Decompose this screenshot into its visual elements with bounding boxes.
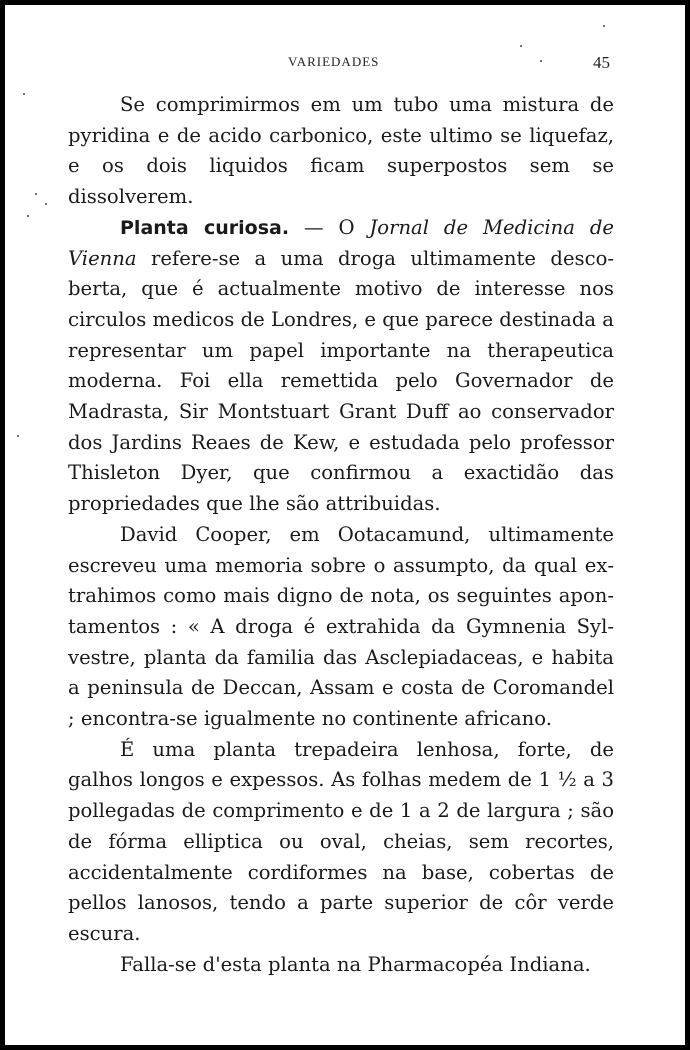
title-dash: — O bbox=[289, 215, 370, 239]
paragraph-description bbox=[68, 735, 614, 950]
journal-name: Jornal de Medicina de Vienna bbox=[68, 215, 614, 270]
body-text bbox=[68, 90, 614, 980]
running-head: VARIEDADES bbox=[288, 54, 380, 69]
scan-speck bbox=[540, 60, 542, 62]
paragraph-planta-curiosa bbox=[68, 213, 614, 520]
page-number: 45 bbox=[593, 53, 610, 72]
scan-speck bbox=[17, 435, 19, 437]
scan-speck bbox=[27, 215, 29, 217]
paragraph-david-cooper bbox=[68, 520, 614, 735]
paragraph-text: Se comprimirmos em um tubo uma mistura de pyridina e de acido carbonico, este ultimo se liquefaz, e os dois liquidos ficam superpostos sem se dissolverem. bbox=[68, 93, 614, 209]
paragraph-text: David Cooper, em Ootacamund, ultimamente escreveu uma memoria sobre o assumpto, da qual extrahimos como mais digno de nota, os seguintes apontamentos : « A droga é extrahida da Gymnenia Sylvestre, planta da familia das Asclepiadaceas, e habita a peninsula de Deccan, Assam e costa de Coromandel ; encontra-se igualmente no continente africano. bbox=[68, 522, 614, 731]
scan-speck bbox=[35, 193, 37, 195]
scan-speck bbox=[45, 203, 47, 205]
section-title: Planta curiosa. bbox=[120, 216, 290, 239]
page-header bbox=[5, 54, 685, 74]
paragraph-text: Falla-se d'esta planta na Pharmacopéa Indiana. bbox=[120, 952, 591, 976]
scan-speck bbox=[603, 25, 605, 27]
scan-speck bbox=[520, 45, 522, 47]
paragraph-pharmacopea bbox=[68, 950, 614, 981]
scan-speck bbox=[23, 93, 25, 95]
book-page bbox=[5, 5, 685, 1045]
paragraph-text: refere-se a uma droga ultimamente descoberta, que é actualmente motivo de interesse nos circulos medicos de Londres, e que parece destinada a representar um papel importante na therapeutica moderna. Foi ella remettida pelo Governador de Madrasta, Sir Montstuart Grant Duff ao conservador dos Jardins Reaes de Kew, e estudada pelo professor Thisleton Dyer, que confirmou a exactidão das propriedades que lhe são attribuidas. bbox=[68, 246, 614, 516]
paragraph-pyridina bbox=[68, 90, 614, 213]
paragraph-text: É uma planta trepadeira lenhosa, forte, de galhos longos e expessos. As folhas medem de 1 ½ a 3 pollegadas de comprimento e de 1 a 2 de largura ; são de fórma elliptica ou oval, cheias, sem recortes, accidentalmente cordiformes na base, cobertas de pellos lanosos, tendo a parte superior de côr verde escura. bbox=[68, 737, 614, 945]
